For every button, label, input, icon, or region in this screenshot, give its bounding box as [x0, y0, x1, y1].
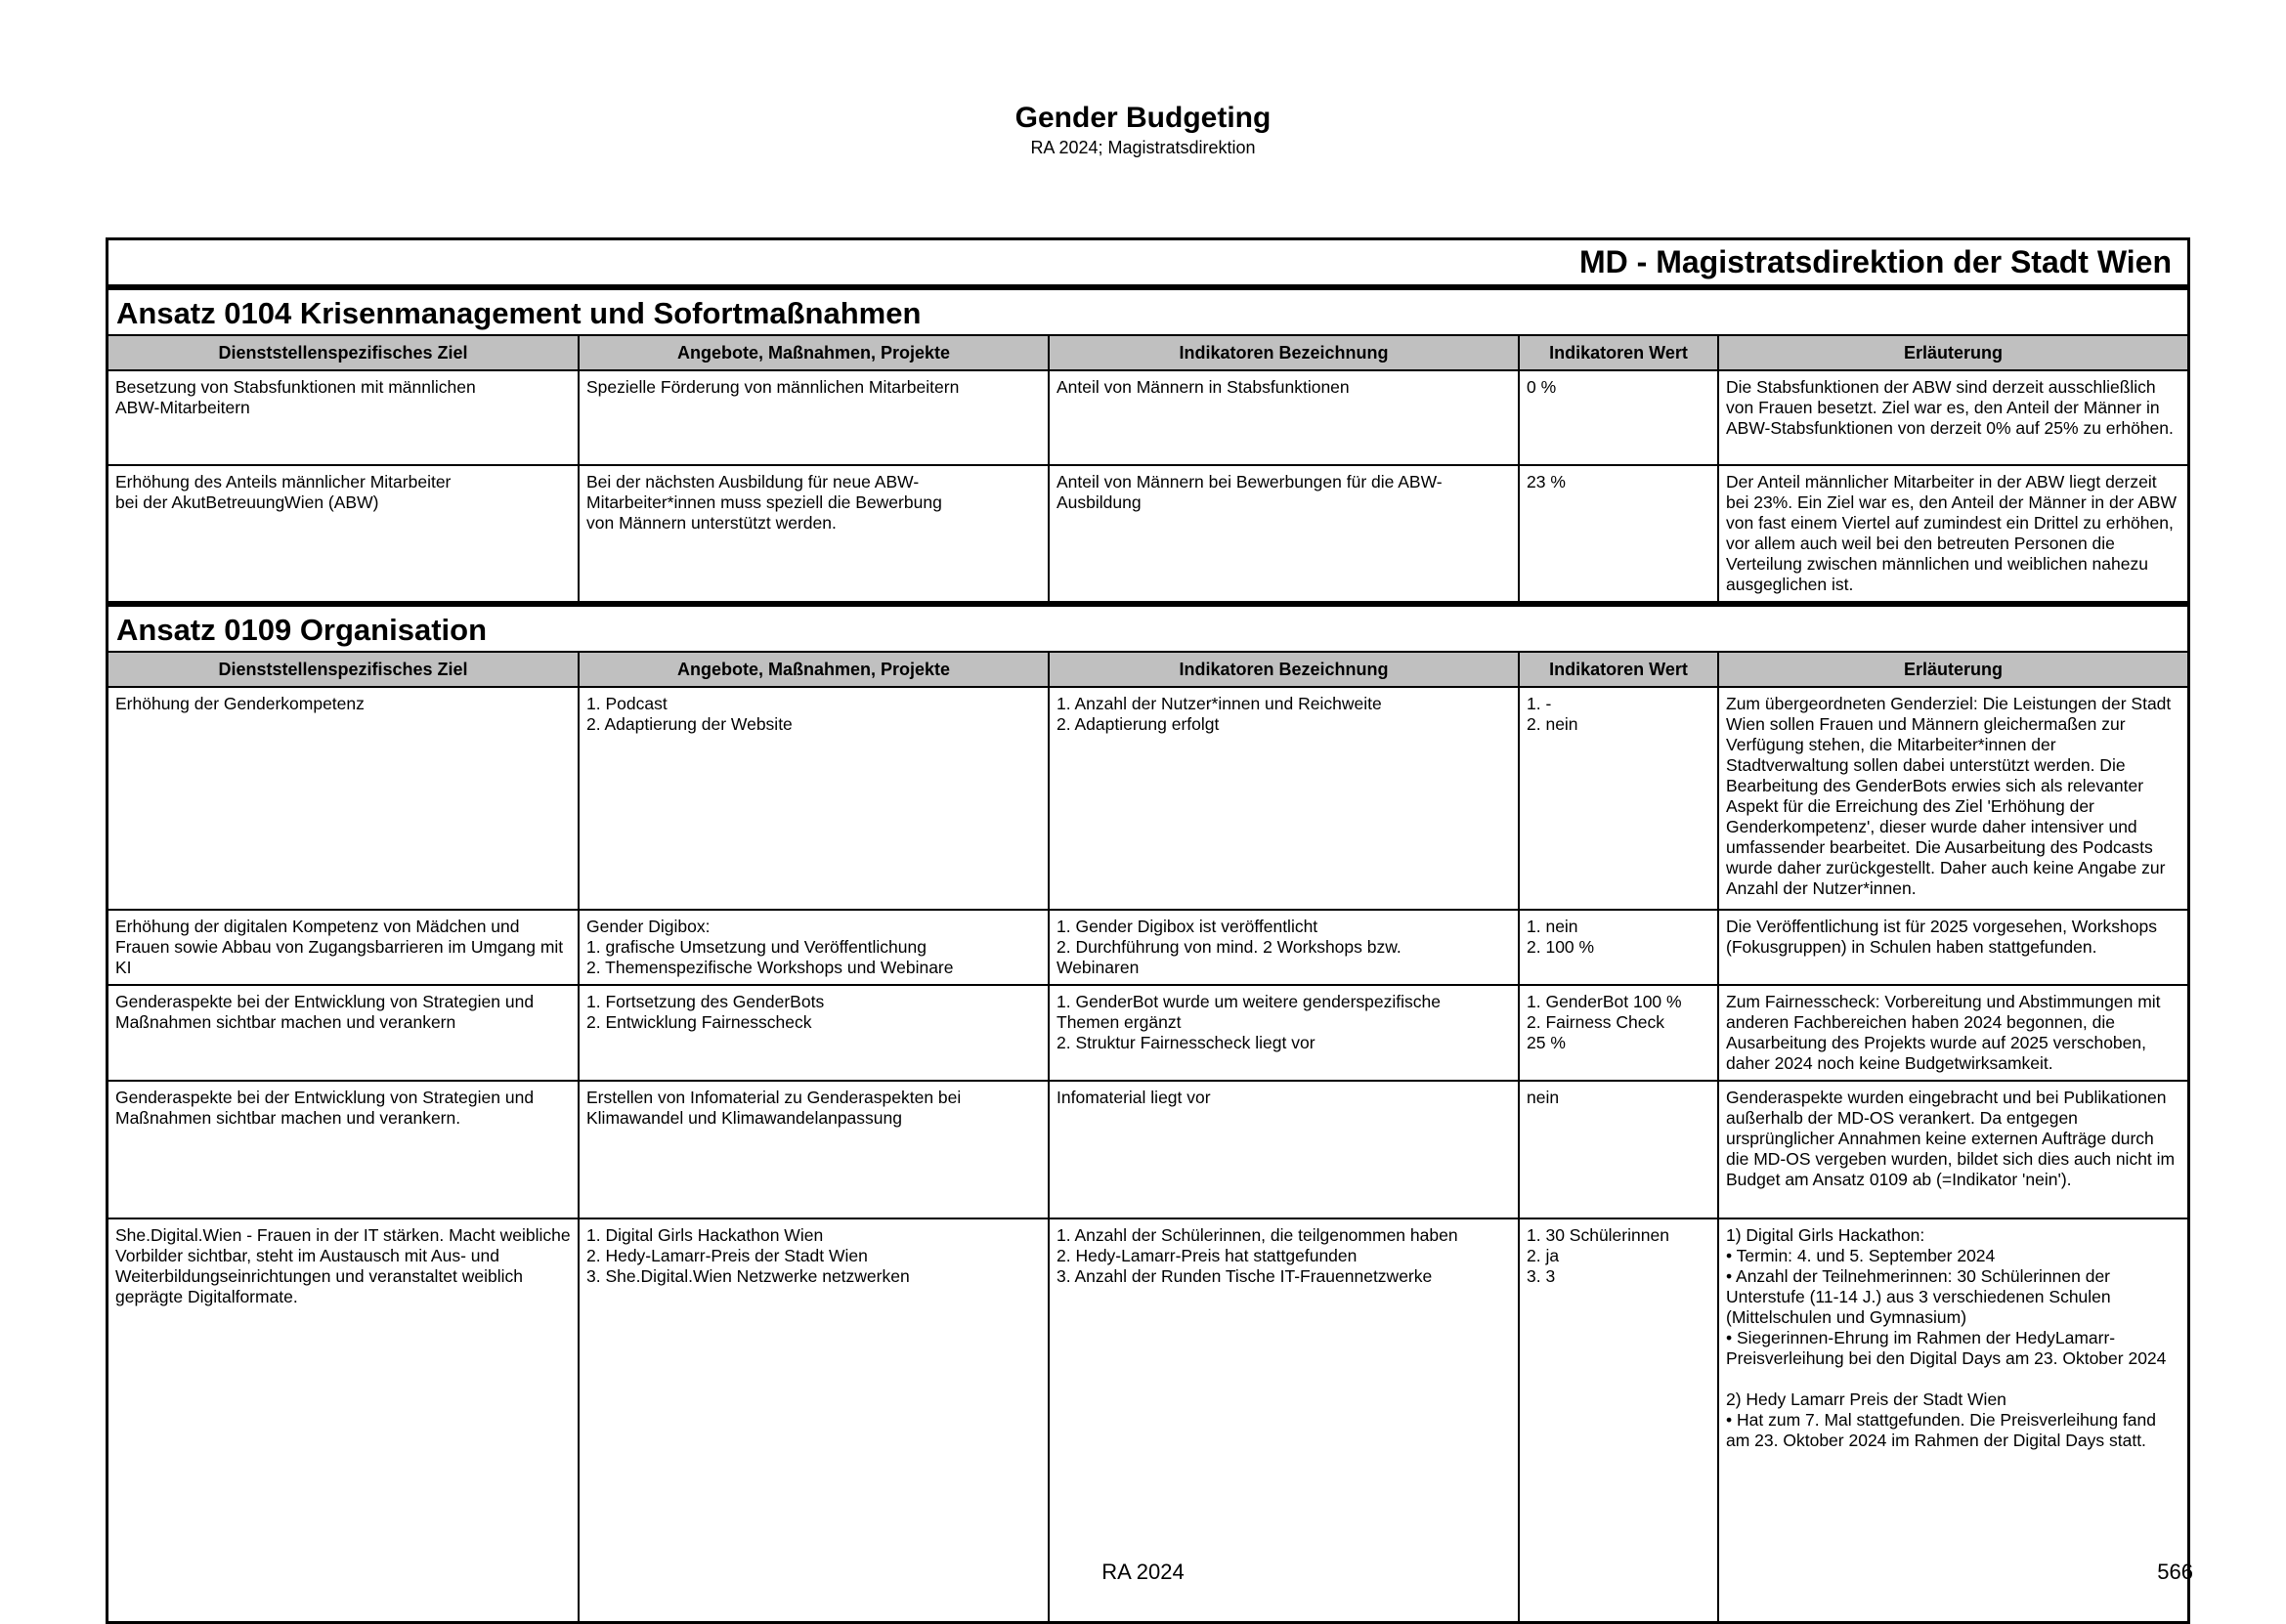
page-footer	[0, 1560, 2286, 1587]
org-title: MD - Magistratsdirektion der Stadt Wien	[106, 237, 2190, 284]
document-title: Gender Budgeting	[1014, 102, 1272, 134]
cell-wert: 1. nein 2. 100 %	[1519, 910, 1718, 985]
cell-angebote: 1. Fortsetzung des GenderBots 2. Entwicklung Fairnesscheck	[579, 985, 1049, 1081]
section-0104	[106, 284, 2190, 604]
cell-indikator: 1. Gender Digibox ist veröffentlicht 2. Durchführung von mind. 2 Workshops bzw. Webinaren	[1049, 910, 1519, 985]
cell-ziel: Erhöhung der digitalen Kompetenz von Mädchen und Frauen sowie Abbau von Zugangsbarrieren im Umgang mit KI	[108, 910, 579, 985]
column-header-wert: Indikatoren Wert	[1519, 335, 1718, 370]
column-header-indikator: Indikatoren Bezeichnung	[1049, 335, 1519, 370]
table-row	[108, 985, 2187, 1081]
cell-ziel: Genderaspekte bei der Entwicklung von Strategien und Maßnahmen sichtbar machen und verankern	[108, 985, 579, 1081]
cell-erlaeuterung: Genderaspekte wurden eingebracht und bei Publikationen außerhalb der MD-OS verankert. Da entgegen ursprünglicher Annahmen keine externen Aufträge durch die MD-OS vergeben wurden, bildet sich dies auch nicht im Budget am Ansatz 0109 ab (=Indikator 'nein').	[1718, 1081, 2187, 1218]
cell-wert: 23 %	[1519, 465, 1718, 601]
table-row	[108, 910, 2187, 985]
page-header	[0, 102, 2286, 158]
section-title: Ansatz 0104 Krisenmanagement und Sofortmaßnahmen	[108, 287, 2187, 334]
cell-indikator: 1. Anzahl der Schülerinnen, die teilgenommen haben 2. Hedy-Lamarr-Preis hat stattgefunden 3. Anzahl der Runden Tische IT-Frauennetzwerke	[1049, 1218, 1519, 1621]
cell-ziel: Erhöhung des Anteils männlicher Mitarbeiter bei der AkutBetreuungWien (ABW)	[108, 465, 579, 601]
table-row	[108, 465, 2187, 601]
table-row	[108, 1081, 2187, 1218]
cell-wert: 1. GenderBot 100 % 2. Fairness Check 25 %	[1519, 985, 1718, 1081]
table-row	[108, 370, 2187, 465]
cell-indikator: Anteil von Männern bei Bewerbungen für die ABW- Ausbildung	[1049, 465, 1519, 601]
cell-indikator: Anteil von Männern in Stabsfunktionen	[1049, 370, 1519, 465]
cell-erlaeuterung: Zum übergeordneten Genderziel: Die Leistungen der Stadt Wien sollen Frauen und Männern gleichermaßen zur Verfügung stehen, die Mitarbeiter*innen der Stadtverwaltung sollen dabei unterstützt werden. Die Bearbeitung des GenderBots erwies sich als relevanter Aspekt für die Erreichung des Ziel 'Erhöhung der Genderkompetenz', dieser wurde daher intensiver und umfassender bearbeitet. Die Ausarbeitung des Podcasts wurde daher zurückgestellt. Daher auch keine Angabe zur Anzahl der Nutzer*innen.	[1718, 687, 2187, 910]
cell-angebote: Erstellen von Infomaterial zu Genderaspekten bei Klimawandel und Klimawandelanpassung	[579, 1081, 1049, 1218]
cell-erlaeuterung: Die Stabsfunktionen der ABW sind derzeit ausschließlich von Frauen besetzt. Ziel war es, den Anteil der Männer in ABW-Stabsfunktionen von derzeit 0% auf 25% zu erhöhen.	[1718, 370, 2187, 465]
section-table	[108, 651, 2187, 1621]
cell-angebote: 1. Digital Girls Hackathon Wien 2. Hedy-Lamarr-Preis der Stadt Wien 3. She.Digital.Wien Netzwerke netzwerken	[579, 1218, 1049, 1621]
section-table	[108, 334, 2187, 601]
cell-erlaeuterung: Der Anteil männlicher Mitarbeiter in der ABW liegt derzeit bei 23%. Ein Ziel war es, den Anteil der Männer in der ABW von fast einem Viertel auf zumindest ein Drittel zu erhöhen, vor allem auch weil bei den betreuten Personen die Verteilung zwischen männlichen und weiblichen nahezu ausgeglichen ist.	[1718, 465, 2187, 601]
column-header-ziel: Dienststellenspezifisches Ziel	[108, 652, 579, 687]
column-header-erlaeuterung: Erläuterung	[1718, 335, 2187, 370]
cell-ziel: She.Digital.Wien - Frauen in der IT stärken. Macht weibliche Vorbilder sichtbar, steht im Austausch mit Aus- und Weiterbildungseinrichtungen und veranstaltet weiblich geprägte Digitalformate.	[108, 1218, 579, 1621]
column-header-erlaeuterung: Erläuterung	[1718, 652, 2187, 687]
cell-indikator: 1. GenderBot wurde um weitere genderspezifische Themen ergänzt 2. Struktur Fairnesscheck liegt vor	[1049, 985, 1519, 1081]
cell-ziel: Erhöhung der Genderkompetenz	[108, 687, 579, 910]
document-subtitle: RA 2024; Magistratsdirektion	[1030, 138, 1256, 157]
cell-angebote: 1. Podcast 2. Adaptierung der Website	[579, 687, 1049, 910]
column-header-indikator: Indikatoren Bezeichnung	[1049, 652, 1519, 687]
section-0109	[106, 604, 2190, 1624]
cell-ziel: Besetzung von Stabsfunktionen mit männlichen ABW-Mitarbeitern	[108, 370, 579, 465]
column-header-angebote: Angebote, Maßnahmen, Projekte	[579, 335, 1049, 370]
cell-wert: 0 %	[1519, 370, 1718, 465]
column-header-wert: Indikatoren Wert	[1519, 652, 1718, 687]
cell-erlaeuterung: Die Veröffentlichung ist für 2025 vorgesehen, Workshops (Fokusgruppen) in Schulen haben stattgefunden.	[1718, 910, 2187, 985]
column-header-angebote: Angebote, Maßnahmen, Projekte	[579, 652, 1049, 687]
page-number: 566	[2157, 1560, 2193, 1584]
table-row	[108, 687, 2187, 910]
cell-ziel: Genderaspekte bei der Entwicklung von Strategien und Maßnahmen sichtbar machen und verankern.	[108, 1081, 579, 1218]
column-header-row	[108, 652, 2187, 687]
footer-report-label: RA 2024	[1101, 1560, 1185, 1584]
column-header-row	[108, 335, 2187, 370]
cell-indikator: Infomaterial liegt vor	[1049, 1081, 1519, 1218]
cell-angebote: Gender Digibox: 1. grafische Umsetzung und Veröffentlichung 2. Themenspezifische Workshops und Webinare	[579, 910, 1049, 985]
cell-angebote: Spezielle Förderung von männlichen Mitarbeitern	[579, 370, 1049, 465]
cell-erlaeuterung: Zum Fairnesscheck: Vorbereitung und Abstimmungen mit anderen Fachbereichen haben 2024 begonnen, die Ausarbeitung des Projekts wurde auf 2025 verschoben, daher 2024 noch keine Budgetwirksamkeit.	[1718, 985, 2187, 1081]
column-header-ziel: Dienststellenspezifisches Ziel	[108, 335, 579, 370]
gender-budget-table	[106, 237, 2190, 1624]
cell-wert: 1. 30 Schülerinnen 2. ja 3. 3	[1519, 1218, 1718, 1621]
cell-angebote: Bei der nächsten Ausbildung für neue ABW- Mitarbeiter*innen muss speziell die Bewerbung von Männern unterstützt werden.	[579, 465, 1049, 601]
cell-wert: nein	[1519, 1081, 1718, 1218]
cell-indikator: 1. Anzahl der Nutzer*innen und Reichweite 2. Adaptierung erfolgt	[1049, 687, 1519, 910]
section-title: Ansatz 0109 Organisation	[108, 604, 2187, 651]
cell-wert: 1. - 2. nein	[1519, 687, 1718, 910]
cell-erlaeuterung: 1) Digital Girls Hackathon: • Termin: 4. und 5. September 2024 • Anzahl der Teilnehmerinnen: 30 Schülerinnen der Unterstufe (11-14 J.) aus 3 verschiedenen Schulen (Mittelschulen und Gymnasium) • Siegerinnen-Ehrung im Rahmen der HedyLamarr-Preisverleihung bei den Digital Days am 23. Oktober 2024 2) Hedy Lamarr Preis der Stadt Wien • Hat zum 7. Mal stattgefunden. Die Preisverleihung fand am 23. Oktober 2024 im Rahmen der Digital Days statt.	[1718, 1218, 2187, 1621]
